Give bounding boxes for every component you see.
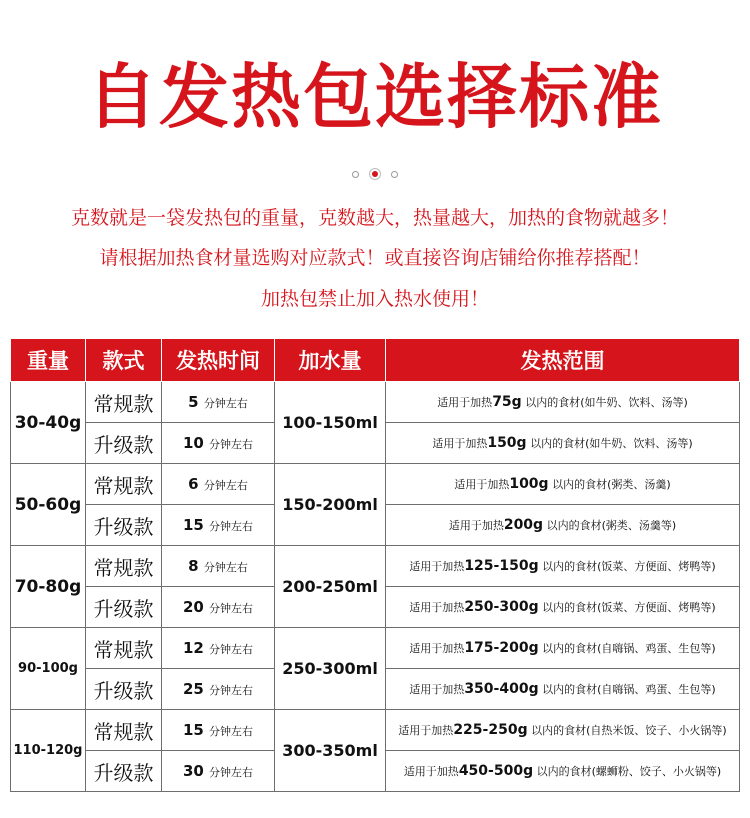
header-weight: 重量 — [11, 339, 86, 382]
range-suffix: 以内的食材(饭菜、方便面、烤鸭等) — [542, 560, 716, 573]
table-row — [11, 628, 740, 669]
range-amount: 225-250g — [453, 722, 528, 738]
range-amount: 250-300g — [464, 599, 539, 615]
style-cell: 升级款 — [86, 505, 162, 546]
style-cell: 升级款 — [86, 587, 162, 628]
time-unit: 分钟左右 — [203, 561, 248, 574]
range-cell — [386, 587, 740, 628]
time-unit: 分钟左右 — [209, 602, 254, 615]
range-suffix: 以内的食材(粥类、汤羹) — [552, 478, 671, 491]
time-cell — [162, 628, 275, 669]
range-suffix: 以内的食材(如牛奶、饮料、汤等) — [525, 396, 688, 409]
time-value: 30 — [182, 762, 204, 780]
dot-icon — [352, 171, 359, 178]
range-prefix: 适用于加热 — [448, 519, 504, 532]
time-unit: 分钟左右 — [209, 520, 254, 533]
range-prefix: 适用于加热 — [409, 601, 465, 614]
range-suffix: 以内的食材(粥类、汤羹等) — [546, 519, 677, 532]
range-prefix: 适用于加热 — [409, 683, 465, 696]
time-value: 5 — [188, 393, 199, 411]
table-header-row — [11, 339, 740, 382]
time-value: 20 — [182, 598, 204, 616]
weight-cell: 30-40g — [11, 382, 86, 464]
range-suffix: 以内的食材(自嗨锅、鸡蛋、生包等) — [542, 683, 716, 696]
dot-icon — [391, 171, 398, 178]
time-unit: 分钟左右 — [209, 725, 254, 738]
style-cell: 升级款 — [86, 669, 162, 710]
range-amount: 450-500g — [458, 763, 534, 779]
water-cell: 150-200ml — [275, 464, 386, 546]
table-row — [11, 710, 740, 751]
range-prefix: 适用于加热 — [403, 765, 459, 778]
style-cell: 常规款 — [86, 382, 162, 423]
time-unit: 分钟左右 — [209, 438, 254, 451]
time-value: 10 — [182, 434, 204, 452]
range-suffix: 以内的食材(自热米饭、饺子、小火锅等) — [531, 724, 727, 737]
water-cell: 250-300ml — [275, 628, 386, 710]
time-cell — [162, 669, 275, 710]
time-unit: 分钟左右 — [203, 479, 248, 492]
time-cell — [162, 710, 275, 751]
style-cell: 常规款 — [86, 628, 162, 669]
time-cell — [162, 751, 275, 792]
water-cell: 100-150ml — [275, 382, 386, 464]
style-cell: 常规款 — [86, 546, 162, 587]
time-value: 6 — [188, 475, 199, 493]
range-cell — [386, 505, 740, 546]
time-unit: 分钟左右 — [209, 643, 254, 656]
description-line-3: 加热包禁止加入热水使用！ — [260, 288, 489, 310]
range-amount: 100g — [509, 476, 549, 492]
time-cell — [162, 546, 275, 587]
page-title: 自发热包选择标准 — [87, 56, 663, 138]
range-cell — [386, 751, 740, 792]
description-line-1: 克数就是一袋发热包的重量，克数越大，热量越大，加热的食物就越多！ — [70, 207, 679, 229]
range-amount: 75g — [492, 394, 522, 410]
style-cell: 升级款 — [86, 751, 162, 792]
range-cell — [386, 628, 740, 669]
time-value: 25 — [182, 680, 204, 698]
water-cell: 300-350ml — [275, 710, 386, 792]
time-value: 8 — [188, 557, 199, 575]
range-cell — [386, 464, 740, 505]
range-prefix: 适用于加热 — [437, 396, 493, 409]
range-amount: 200g — [503, 517, 544, 533]
time-value: 15 — [182, 721, 204, 739]
heat-pack-table — [10, 338, 740, 792]
time-value: 15 — [182, 516, 204, 534]
time-unit: 分钟左右 — [209, 684, 254, 697]
range-amount: 150g — [487, 435, 527, 451]
weight-cell: 110-120g — [11, 710, 86, 792]
range-cell — [386, 546, 740, 587]
range-prefix: 适用于加热 — [454, 478, 510, 491]
active-dot-icon — [369, 168, 381, 180]
time-cell — [162, 464, 275, 505]
range-cell — [386, 710, 740, 751]
header-range: 发热范围 — [386, 339, 740, 382]
table-row — [11, 382, 740, 423]
time-unit: 分钟左右 — [209, 766, 254, 779]
weight-cell: 50-60g — [11, 464, 86, 546]
header-style: 款式 — [86, 339, 162, 382]
range-cell — [386, 669, 740, 710]
time-cell — [162, 505, 275, 546]
weight-cell: 70-80g — [11, 546, 86, 628]
range-prefix: 适用于加热 — [409, 642, 465, 655]
style-cell: 升级款 — [86, 423, 162, 464]
time-cell — [162, 587, 275, 628]
range-suffix: 以内的食材(自嗨锅、鸡蛋、生包等) — [542, 642, 716, 655]
time-unit: 分钟左右 — [203, 397, 248, 410]
table-row — [11, 546, 740, 587]
range-amount: 350-400g — [464, 681, 539, 697]
range-prefix: 适用于加热 — [409, 560, 465, 573]
style-cell: 常规款 — [86, 710, 162, 751]
header-water: 加水量 — [275, 339, 386, 382]
time-value: 12 — [182, 639, 204, 657]
table-row — [11, 464, 740, 505]
header-time: 发热时间 — [162, 339, 275, 382]
range-suffix: 以内的食材(螺蛳粉、饺子、小火锅等) — [536, 765, 722, 778]
range-suffix: 以内的食材(如牛奶、饮料、汤等) — [530, 437, 693, 450]
weight-cell: 90-100g — [11, 628, 86, 710]
range-suffix: 以内的食材(饭菜、方便面、烤鸭等) — [542, 601, 716, 614]
range-prefix: 适用于加热 — [398, 724, 454, 737]
range-amount: 125-150g — [464, 558, 539, 574]
style-cell: 常规款 — [86, 464, 162, 505]
range-cell — [386, 423, 740, 464]
range-cell — [386, 382, 740, 423]
time-cell — [162, 423, 275, 464]
water-cell: 200-250ml — [275, 546, 386, 628]
range-prefix: 适用于加热 — [432, 437, 488, 450]
time-cell — [162, 382, 275, 423]
range-amount: 175-200g — [464, 640, 539, 656]
description-line-2: 请根据加热食材量选购对应款式！或直接咨询店铺给你推荐搭配！ — [99, 247, 651, 269]
pager-dots — [0, 168, 750, 180]
